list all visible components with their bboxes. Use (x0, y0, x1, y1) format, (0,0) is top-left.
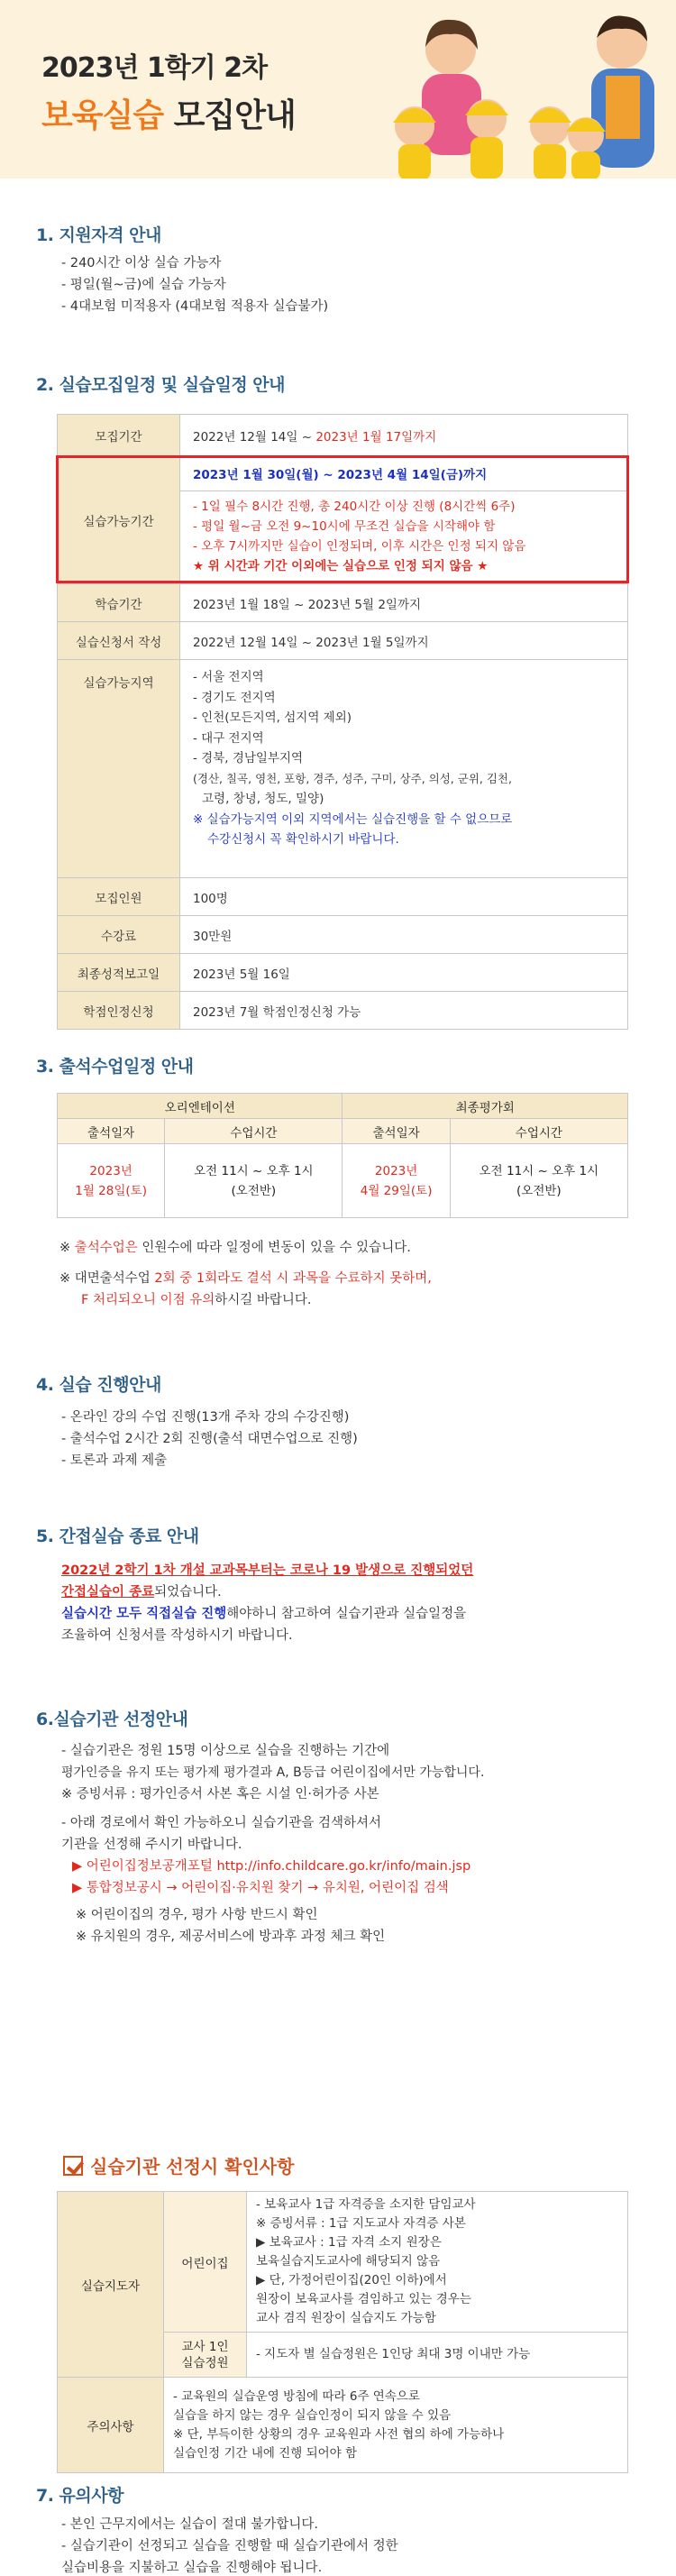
table-row (58, 1119, 628, 1144)
section-title-eligibility: 1. 지원자격 안내 (36, 225, 161, 245)
note-line: ※ 출석수업은 인원수에 따라 일정에 변동이 있을 수 있습니다. (59, 1241, 411, 1255)
section-title-notice: 7. 유의사항 (36, 2486, 123, 2506)
row-value: 100명 (180, 878, 628, 916)
row-label: 실습가능지역 (58, 660, 180, 878)
checklist-title: 실습기관 선정시 확인사항 (63, 2152, 294, 2178)
row-value: 2023년 7월 학점인정신청 가능 (180, 992, 628, 1030)
column-header: 수업시간 (450, 1119, 627, 1144)
notice-list (61, 2514, 398, 2576)
section-title-attendance: 3. 출석수업일정 안내 (36, 1057, 194, 1077)
row-label: 실습지도자 (58, 2192, 164, 2378)
row-label: 모집기간 (58, 415, 180, 456)
institution-text: - 실습기관은 정원 15명 이상으로 실습을 진행하는 기간에 평가인증을 유지 또는 평가제 평가결과 A, B등급 어린이집에서만 가능합니다. ※ 증빙서류 : 평가인증서 사본 혹은 시설 인·허가증 사본 - 아래 경로에서 확인 가능하오니 실습기관을 검색하셔서 기관을 선정해 주시기 바랍니다. ▶ 어린이집정보공개포털 http://info.childcare.go.kr/info/main.jsp ▶ 통합정보공시 → 어린이집·유치원 찾기 → 유치원, 어린이집 검색 ※ 어린이집의 경우, 평가 사항 반드시 확인 ※ 유치원의 경우, 제공서비스에 방과후 과정 체크 확인 (61, 1744, 485, 1944)
section-title-progress: 4. 실습 진행안내 (36, 1375, 161, 1395)
table-row (58, 954, 628, 992)
table-row (58, 1094, 628, 1119)
attendance-notes (59, 1237, 432, 1311)
eligibility-list (61, 252, 328, 317)
checkbox-icon (63, 2156, 83, 2176)
row-label: 모집인원 (58, 878, 180, 916)
children-teacher-illustration (352, 0, 676, 179)
portal-link[interactable]: ▶ 어린이집정보공개포털 http://info.childcare.go.kr/info/main.jsp (72, 1859, 471, 1874)
list-item: - 온라인 강의 수업 진행(13개 주차 강의 수강진행) (61, 1410, 350, 1425)
list-item: - 본인 근무지에서는 실습이 절대 불가합니다. (61, 2517, 319, 2532)
table-row (58, 415, 628, 456)
row-value: - 서울 전지역 - 경기도 전지역 - 인천(모든지역, 섬지역 제외) - 대구 전지역 - 경북, 경남일부지역 (경산, 칠곡, 영천, 포항, 경주, 성주, 구미, 상주, 의성, 군위, 김천, 고령, 창녕, 청도, 밀양) ※ 실습가능지역 이외 지역에서는 실습진행을 할 수 없으므로 수강신청시 꼭 확인하시기 바랍니다. (180, 660, 628, 878)
row-value: 30만원 (180, 916, 628, 954)
header-title-rest: 모집안내 (173, 97, 296, 134)
header-title-highlight: 보육실습 (41, 97, 164, 134)
indirect-end-text: 2022년 2학기 1차 개설 교과목부터는 코로나 19 발생으로 진행되었던 간접실습이 종료되었습니다. 실습시간 모두 직접실습 진행해야하니 참고하여 실습기관과 실습일정을 조율하여 신청서를 작성하시기 바랍니다. (61, 1563, 474, 1643)
list-item: - 평일(월~금)에 실습 가능자 (61, 278, 226, 292)
highlight-box (56, 455, 629, 583)
table-cell: 오전 11시 ~ 오후 1시 (오전반) (165, 1144, 343, 1218)
row-value: - 보육교사 1급 자격증을 소지한 담임교사 ※ 증빙서류 : 1급 지도교사 자격증 사본 ▶ 보육교사 : 1급 자격 소지 원장은 보육실습지도교사에 해당되지 않음 ▶ 단, 가정어린이집(20인 이하)에서 원장이 보육교사를 겸임하고 있는 경우는 교사 겸직 원장이 실습지도 가능함 (247, 2192, 628, 2333)
section-title-indirect-end: 5. 간접실습 종료 안내 (36, 1526, 199, 1546)
row-label: 수강료 (58, 916, 180, 954)
table-row (58, 916, 628, 954)
row-label: 최종성적보고일 (58, 954, 180, 992)
table-row (58, 2192, 628, 2333)
row-value: 2022년 12월 14일 ~ 2023년 1월 17일까지 (180, 415, 628, 456)
row-value: - 지도자 별 실습정원은 1인당 최대 3명 이내만 가능 (247, 2333, 628, 2378)
note-line: F 처리되오니 이점 유의하시길 바랍니다. (81, 1293, 312, 1307)
header-banner (0, 0, 676, 179)
table-row (58, 1144, 628, 1218)
list-item: 실습비용을 지불하고 실습을 진행해야 됩니다. (61, 2561, 323, 2575)
table-row (58, 660, 628, 878)
progress-list (61, 1407, 358, 1471)
section-title-schedule: 2. 실습모집일정 및 실습일정 안내 (36, 375, 285, 395)
note-line: ※ 대면출석수업 2회 중 1회라도 결석 시 과목을 수료하지 못하며, (59, 1271, 432, 1286)
row-label: 학점인정신청 (58, 992, 180, 1030)
table-row (58, 992, 628, 1030)
column-header: 출석일자 (58, 1119, 165, 1144)
list-item: - 240시간 이상 실습 가능자 (61, 256, 222, 270)
list-item: - 실습기관이 선정되고 실습을 진행할 때 실습기관에서 정한 (61, 2539, 398, 2553)
row-label: 어린이집 (164, 2192, 247, 2333)
row-label: 실습신청서 작성 (58, 622, 180, 660)
column-header: 수업시간 (165, 1119, 343, 1144)
row-label: 실습가능기간 (58, 456, 180, 584)
table-cell: 2023년 4월 29일(토) (343, 1144, 450, 1218)
row-label: 학습기간 (58, 584, 180, 622)
list-item: - 4대보험 미적용자 (4대보험 적용자 실습불가) (61, 299, 329, 314)
row-label: 교사 1인 실습정원 (164, 2333, 247, 2378)
search-path: ▶ 통합정보공시 → 어린이집·유치원 찾기 → 유치원, 어린이집 검색 (72, 1881, 449, 1895)
row-value: 2022년 12월 14일 ~ 2023년 1월 5일까지 (180, 622, 628, 660)
row-value: 2023년 1월 30일(월) ~ 2023년 4월 14일(금)까지 - 1일 필수 8시간 진행, 총 240시간 이상 진행 (8시간씩 6주) - 평일 월~금 오전 9~10시에 무조건 실습을 시작해야 함 - 오후 7시까지만 실습이 인정되며, 이후 시간은 인정 되지 않음 ★ 위 시간과 기간 이외에는 실습으로 인정 되지 않음 ★ (180, 456, 628, 584)
row-value: 2023년 1월 18일 ~ 2023년 5월 2일까지 (180, 584, 628, 622)
row-value: 2023년 5월 16일 (180, 954, 628, 992)
row-label: 주의사항 (58, 2378, 164, 2473)
table-cell: 2023년 1월 28일(토) (58, 1144, 165, 1218)
table-row (58, 878, 628, 916)
group-header: 오리엔테이션 (58, 1094, 343, 1119)
column-header: 출석일자 (343, 1119, 450, 1144)
attendance-table (57, 1093, 628, 1218)
table-cell: 오전 11시 ~ 오후 1시 (오전반) (450, 1144, 627, 1218)
table-row (58, 584, 628, 622)
list-item: - 출석수업 2시간 2회 진행(출석 대면수업으로 진행) (61, 1432, 358, 1446)
checklist-table (57, 2191, 628, 2473)
section-title-institution: 6.실습기관 선정안내 (36, 1710, 188, 1729)
group-header: 최종평가회 (343, 1094, 628, 1119)
header-title (41, 90, 296, 136)
table-row (58, 2378, 628, 2473)
table-row (58, 622, 628, 660)
row-value: - 교육원의 실습운영 방침에 따라 6주 연속으로 실습을 하지 않는 경우 실습인정이 되지 않을 수 있음 ※ 단, 부득이한 상황의 경우 교육원과 사전 협의 하에 가능하나 실습인정 기간 내에 진행 되어야 함 (164, 2378, 628, 2473)
header-subtitle: 2023년 1학기 2차 (41, 52, 268, 84)
list-item: - 토론과 과제 제출 (61, 1453, 168, 1468)
